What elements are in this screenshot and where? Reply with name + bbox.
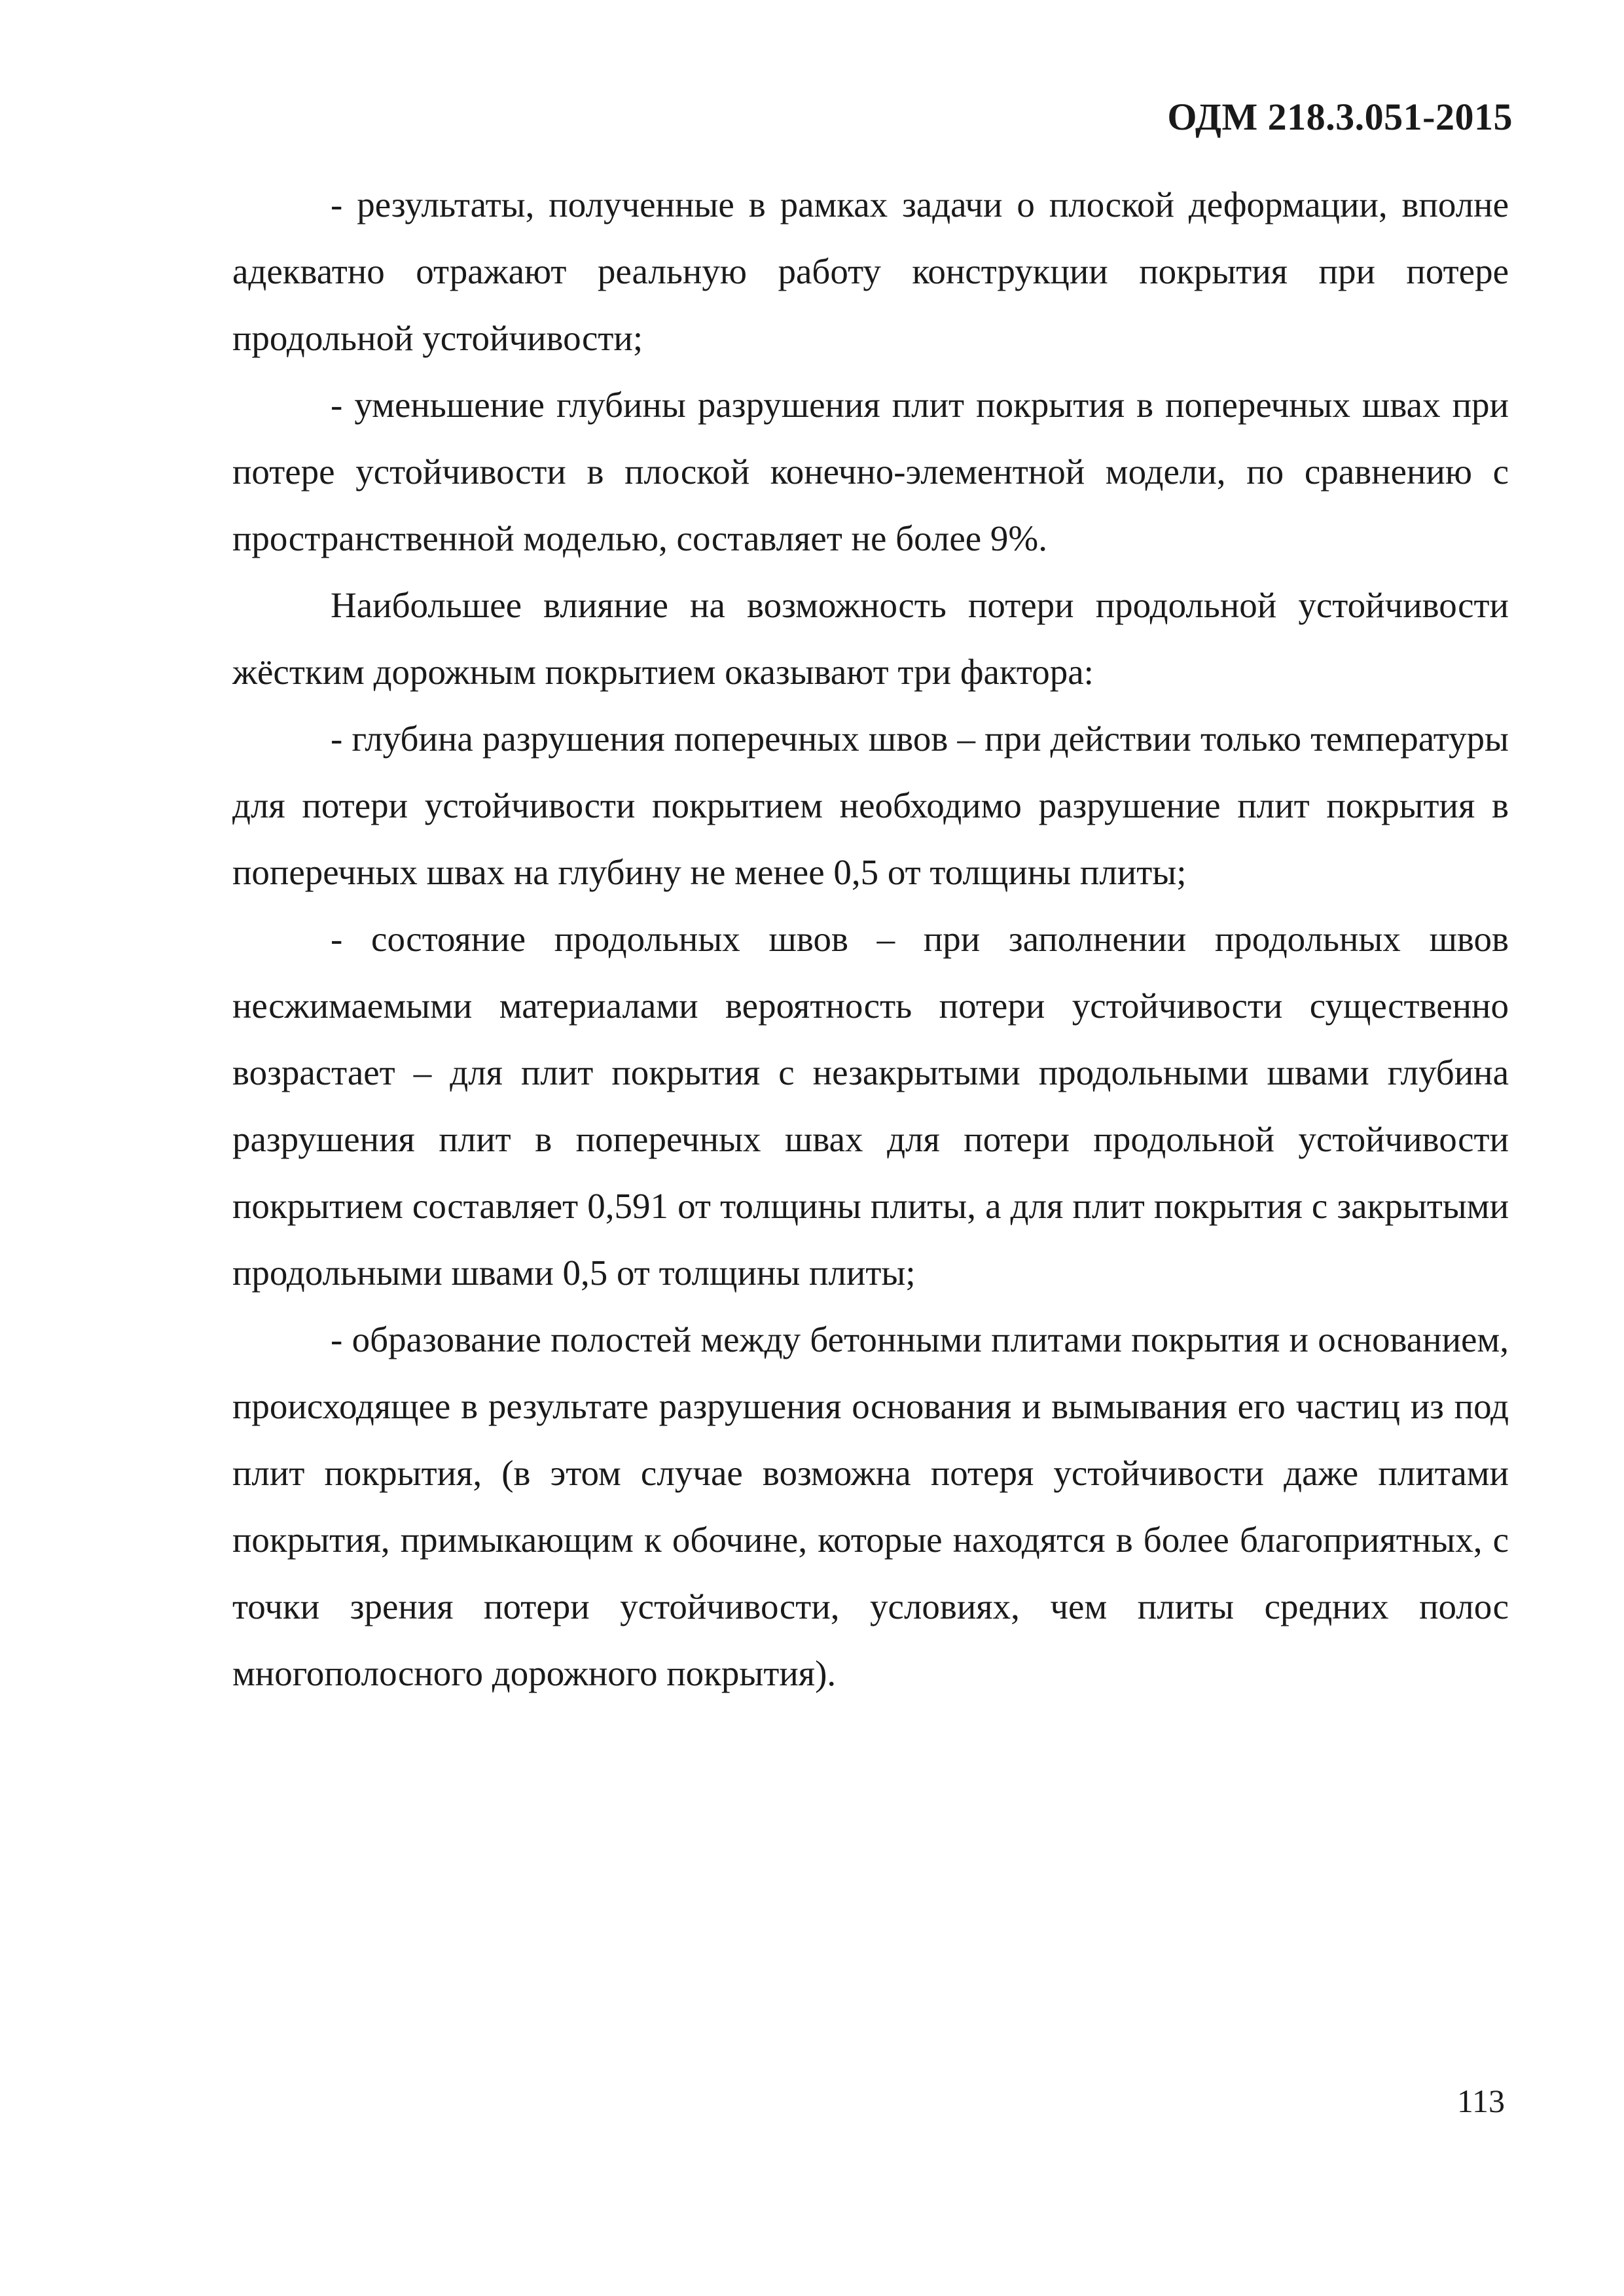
paragraph-results-plane-deformation: - результаты, полученные в рамках задачи о плоской деформации, вполне адекватно отражают реальную работу конструкции покрытия при потере продольной устойчивости;	[232, 185, 1509, 358]
document-code-header: ОДМ 218.3.051-2015	[1167, 96, 1513, 138]
document-body	[232, 171, 1509, 1707]
page-number: 113	[1456, 2083, 1505, 2119]
paragraph-three-factors-intro: Наибольшее влияние на возможность потери продольной устойчивости жёстким дорожным покрытием оказывают три фактора:	[232, 585, 1509, 692]
paragraph-factor-cavities: - образование полостей между бетонными плитами покрытия и основанием, происходящее в результате разрушения основания и вымывания его частиц из под плит покрытия, (в этом случае возможна потеря устойчивости даже плитами покрытия, примыкающим к обочине, которые находятся в более благоприятных, с точки зрения потери устойчивости, условиях, чем плиты средних полос многополосного дорожного покрытия).	[232, 1319, 1509, 1693]
paragraph-factor-longitudinal-joints: - состояние продольных швов – при заполнении продольных швов несжимаемыми материалами вероятность потери устойчивости существенно возрастает – для плит покрытия с незакрытыми продольными швами глубина разрушения плит в поперечных швах для потери продольной устойчивости покрытием составляет 0,591 от толщины плиты, а для плит покрытия с закрытыми продольными швами 0,5 от толщины плиты;	[232, 919, 1509, 1293]
paragraph-reduction-of-depth: - уменьшение глубины разрушения плит покрытия в поперечных швах при потере устойчивости в плоской конечно-элементной модели, по сравнению с пространственной моделью, составляет не более 9%.	[232, 385, 1509, 558]
paragraph-factor-transverse-joints: - глубина разрушения поперечных швов – при действии только температуры для потери устойчивости покрытием необходимо разрушение плит покрытия в поперечных швах на глубину не менее 0,5 от толщины плиты;	[232, 719, 1509, 892]
